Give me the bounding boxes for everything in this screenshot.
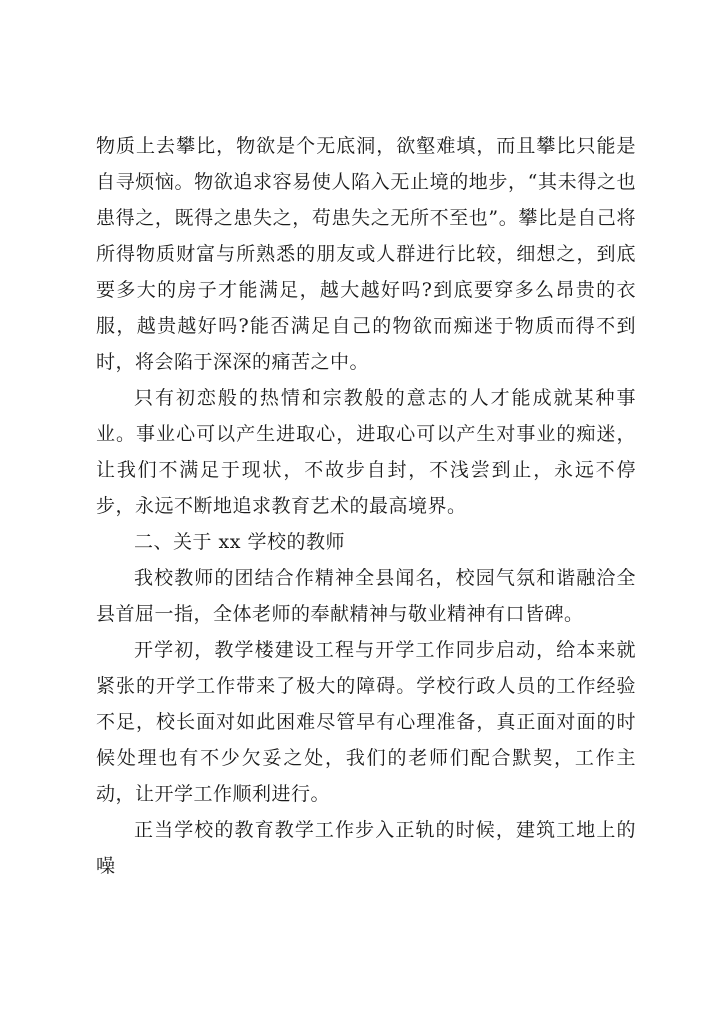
paragraph-construction-noise: 正当学校的教育教学工作步入正轨的时候，建筑工地上的噪 bbox=[96, 819, 636, 877]
paragraph-dedication: 只有初恋般的热情和宗教般的意志的人才能成就某种事业。事业心可以产生进取心，进取心可以产生对事业的痴迷，让我们不满足于现状，不故步自封，不浅尝到止，永远不停步，永远不断地追求教育艺术的最高境界。 bbox=[96, 387, 636, 517]
section-heading-teachers: 二、关于 xx 学校的教师 bbox=[134, 531, 346, 553]
paragraph-teamwork: 我校教师的团结合作精神全县闻名，校园气氛和谐融洽全县首屈一指，全体老师的奉献精神与敬业精神有口皆碑。 bbox=[96, 567, 636, 625]
paragraph-semester-start: 开学初，教学楼建设工程与开学工作同步启动，给本来就紧张的开学工作带来了极大的障碍。学校行政人员的工作经验不足，校长面对如此困难尽管早有心理准备，真正面对面的时候处理也有不少欠妥之处，我们的老师们配合默契，工作主动，让开学工作顺利进行。 bbox=[96, 639, 636, 805]
document-body bbox=[96, 128, 636, 884]
paragraph-materialism: 物质上去攀比，物欲是个无底洞，欲壑难填，而且攀比只能是自寻烦恼。物欲追求容易使人陷入无止境的地步，“其未得之也患得之，既得之患失之，苟患失之无所不至也”。攀比是自己将所得物质财富与所熟悉的朋友或人群进行比较，细想之，到底要多大的房子才能满足，越大越好吗?到底要穿多么昂贵的衣服，越贵越好吗?能否满足自己的物欲而痴迷于物质而得不到时，将会陷于深深的痛苦之中。 bbox=[96, 135, 636, 373]
